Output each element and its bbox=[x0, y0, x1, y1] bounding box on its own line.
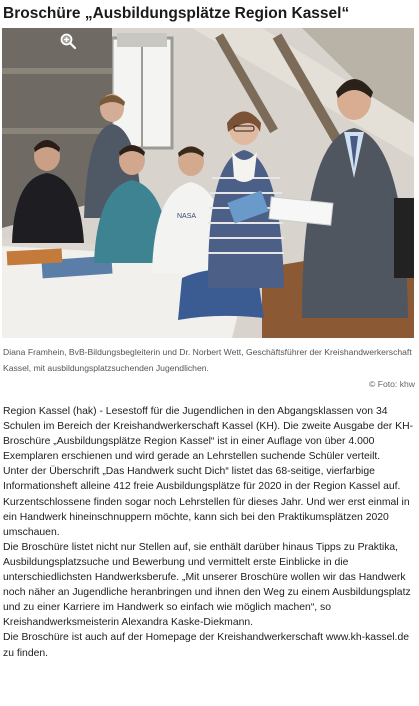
article-paragraph: Region Kassel (hak) - Lesestoff für die Jugendlichen in den Abgangsklassen von 34 Schulen im Bereich der Kreishandwerkerschaft Kassel (KH). Die zweite Ausgabe der KH-Broschüre „Ausbildungsplätze Region Kassel“ ist in einer Auflage von über 4.000 Exemplaren erschienen und wird gerade an Lehrstellen suchende Schüler verteilt. bbox=[3, 406, 414, 463]
photo-illustration bbox=[2, 28, 414, 338]
svg-text:NASA: NASA bbox=[177, 213, 197, 220]
article-paragraph: Die Broschüre ist auch auf der Homepage der Kreishandwerkerschaft www.kh-kassel.de zu finden. bbox=[3, 632, 410, 659]
article-photo[interactable] bbox=[2, 28, 414, 338]
article-paragraph: Die Broschüre listet nicht nur Stellen auf, sie enthält darüber hinaus Tipps zu Praktika, Ausbildungsplatzsuche und Bewerbung und vermittelt erste Einblicke in die unterschiedlichsten Handwerksberufe. „Mit unserer Broschüre wollen wir das Handwerk noch näher an Jugendliche heranbringen und ihnen den Weg zu einem Ausbildungsplatz und zu einer Karriere im Handwerk so einfach wie möglich machen“, so Kreishandwerksmeisterin Alexandra Kaske-Diekmann. bbox=[3, 541, 411, 629]
article-body bbox=[3, 404, 415, 661]
photo-credit: © Foto: khw bbox=[369, 379, 415, 389]
magnifier-plus-icon[interactable] bbox=[59, 32, 77, 50]
article-paragraph: Unter der Überschrift „Das Handwerk sucht Dich“ listet das 68-seitige, vierfarbige Informationsheft alleine 412 freie Ausbildungsplätze für 2020 in der Region Kassel auf. Kurzentschlossene finden sogar noch Lehrstellen für dieses Jahr. Und wer erst einmal in ein Handwerk hineinschnuppern möchte, kann sich bei den Praktikumsplätzen 2020 umschauen. bbox=[3, 466, 410, 538]
photo-caption: Diana Framhein, BvB-Bildungsbegleiterin und Dr. Norbert Wett, Geschäftsführer der Kreishandwerkerschaft Kassel, mit ausbildungsplatzsuchenden Jugendlichen. bbox=[3, 347, 412, 373]
article-headline: Broschüre „Ausbildungsplätze Region Kassel“ bbox=[3, 5, 350, 22]
